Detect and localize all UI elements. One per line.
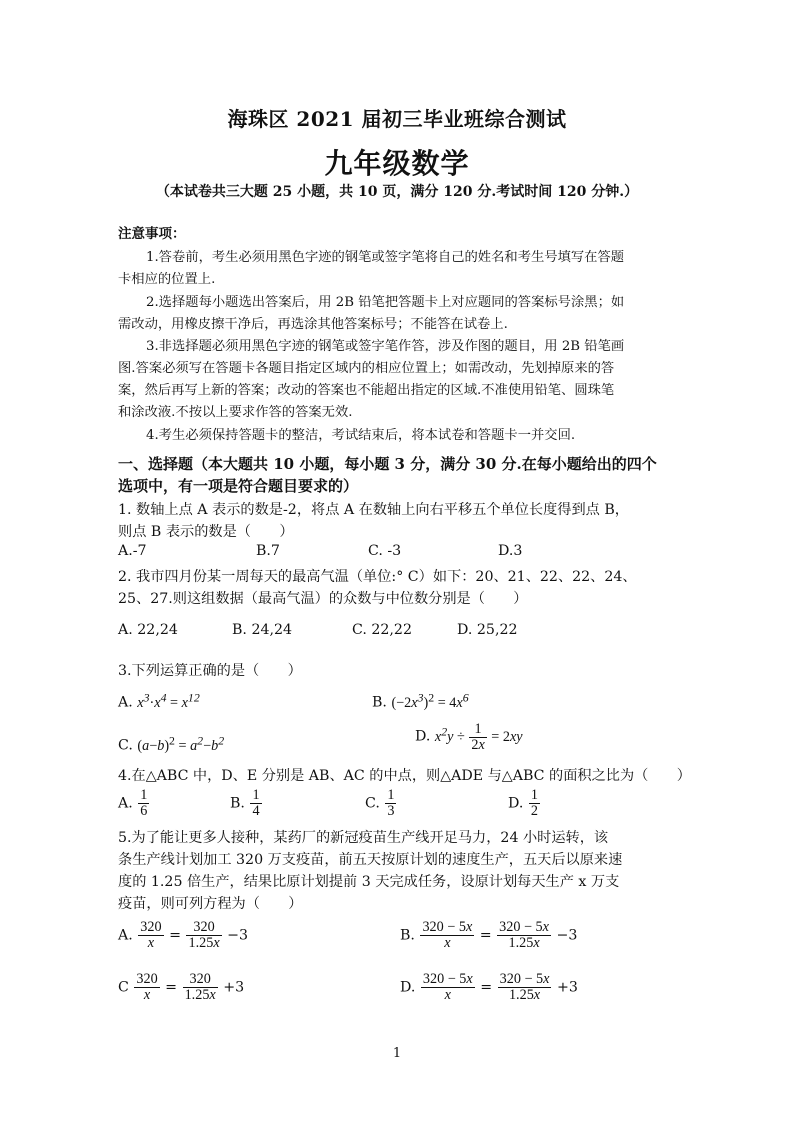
fraction: $\frac{320}{1.25x}$ — [184, 971, 216, 1003]
question-5-stem: 度的 1.25 倍生产，结果比原计划提前 3 天完成任务，设原计划每天生产 x 万支 — [118, 874, 620, 890]
option-label: C. — [118, 737, 133, 754]
fraction: $\frac{320}{1.25x}$ — [188, 919, 220, 951]
question-4-option-c — [365, 788, 397, 819]
fraction: $\frac{320 - 5x}{x}$ — [422, 919, 473, 951]
option-label: A. — [118, 795, 133, 812]
fraction: $\frac{320}{x}$ — [136, 971, 158, 1003]
notice-line: 2.选择题每小题选出答案后，用 2B 铅笔把答题卡上对应题同的答案标号涂黑；如 — [146, 295, 625, 310]
question-1-stem: 1. 数轴上点 A 表示的数是-2，将点 A 在数轴上向右平移五个单位长度得到点 B， — [118, 502, 629, 518]
question-5-option-a: A. $\frac{320}{x}$ = $\frac{320}{1.25x}$ −3 — [118, 919, 249, 951]
notice-line: 案，然后再写上新的答案；改动的答案也不能超出指定的区域.不准使用铅笔、圆珠笔 — [118, 383, 615, 398]
fraction: $\frac{320 - 5x}{x}$ — [422, 971, 473, 1003]
page-number: 1 — [392, 1046, 402, 1061]
fraction: $\frac{320 - 5x}{1.25x}$ — [499, 971, 550, 1003]
option-label: D. — [415, 728, 431, 745]
question-4-stem: 4.在△ABC 中，D、E 分别是 AB、AC 的中点，则△ADE 与△ABC 的面积之比为（ ） — [118, 768, 691, 784]
notice-line: 卡相应的位置上. — [118, 272, 216, 287]
formula: $(a-b)^2 = a^2-b^2$ — [137, 733, 225, 754]
formula: $x^3\cdot x^4 = x^{12}$ — [137, 690, 200, 711]
exam-meta: （本试卷共三大题 25 小题，共 10 页，满分 120 分.考试时间 120 分钟.） — [155, 184, 639, 200]
question-3-option-c — [118, 733, 224, 755]
question-1-option-c: C. -3 — [368, 543, 402, 559]
question-2-option-b: B. 24,24 — [232, 622, 293, 638]
fraction: $\frac{1}{6}$ — [140, 787, 148, 819]
question-2-option-d: D. 25,22 — [457, 622, 518, 638]
question-1-stem: 则点 B 表示的数是（ ） — [118, 524, 294, 540]
question-4-option-d — [508, 788, 541, 819]
option-label: B. — [230, 795, 245, 812]
exam-title: 海珠区 2021 届初三毕业班综合测试 — [227, 107, 567, 131]
fraction: $\frac{1}{2}$ — [530, 787, 538, 819]
question-1-option-d: D.3 — [498, 543, 523, 559]
option-label: B. — [400, 927, 415, 944]
section-heading: 一、选择题（本大题共 10 小题，每小题 3 分，满分 30 分.在每小题给出的四个 — [118, 455, 657, 473]
subject-title: 九年级数学 — [324, 147, 470, 180]
fraction: $\frac{1}{4}$ — [252, 787, 260, 819]
notice-line: 3.非选择题必须用黑色字迹的钢笔或签字笔作答，涉及作图的题目，用 2B 铅笔画 — [146, 339, 625, 354]
question-5-option-c: C $\frac{320}{x}$ = $\frac{320}{1.25x}$ +3 — [118, 971, 245, 1003]
notice-heading: 注意事项： — [118, 226, 186, 242]
question-5-option-d: D. $\frac{320 - 5x}{x}$ = $\frac{320 - 5x}{1.25x}$ +3 — [400, 971, 578, 1003]
fraction: $\frac{1}{3}$ — [387, 787, 395, 819]
question-2-stem: 25、27.则这组数据（最高气温）的众数与中位数分别是（ ） — [118, 591, 528, 607]
formula: $x^2y$ ÷ $\frac{1}{2x}$ = 2xy — [434, 721, 523, 753]
fraction: $\frac{320}{x}$ — [140, 919, 162, 951]
option-label: D. — [508, 795, 524, 812]
question-4-option-a — [118, 788, 150, 819]
section-heading: 选项中，有一项是符合题目要求的） — [118, 477, 359, 495]
notice-line: 需改动，用橡皮擦干净后，再选涂其他答案标号；不能答在试卷上. — [118, 317, 508, 332]
question-1-option-b: B.7 — [256, 543, 280, 559]
question-5-option-b: B. $\frac{320 - 5x}{x}$ = $\frac{320 - 5x}{1.25x}$ −3 — [400, 919, 578, 951]
option-label: A. — [118, 694, 133, 711]
fraction: $\frac{320 - 5x}{1.25x}$ — [499, 919, 549, 951]
question-1-option-a: A.-7 — [118, 543, 147, 559]
question-3-option-d — [415, 722, 523, 753]
notice-line: 图.答案必须写在答题卡各题目指定区域内的相应位置上；如需改动，先划掉原来的答 — [118, 361, 615, 376]
question-2-option-a: A. 22,24 — [118, 622, 178, 638]
question-3-option-a — [118, 690, 200, 712]
question-5-stem: 5.为了能让更多人接种，某药厂的新冠疫苗生产线开足马力，24 小时运转，该 — [118, 830, 609, 846]
question-3-stem: 3.下列运算正确的是（ ） — [118, 663, 302, 679]
question-5-stem: 疫苗，则可列方程为（ ） — [118, 896, 303, 912]
question-2-option-c: C. 22,22 — [352, 622, 412, 638]
option-label: C — [118, 979, 129, 996]
question-3-option-b — [372, 690, 469, 712]
option-label: B. — [372, 694, 387, 711]
question-2-stem: 2. 我市四月份某一周每天的最高气温（单位:° C）如下：20、21、22、22、24、 — [118, 569, 637, 585]
formula: $(-2x^3)^2 = 4x^6$ — [391, 690, 469, 711]
notice-line: 1.答卷前，考生必须用黑色字迹的钢笔或签字笔将自己的姓名和考生号填写在答题 — [146, 250, 625, 265]
option-label: C. — [365, 795, 380, 812]
option-label: A. — [118, 927, 133, 944]
notice-line: 和涂改液.不按以上要求作答的答案无效. — [118, 405, 353, 420]
option-label: D. — [400, 979, 416, 996]
question-4-option-b — [230, 788, 263, 819]
question-5-stem: 条生产线计划加工 320 万支疫苗，前五天按原计划的速度生产，五天后以原来速 — [118, 852, 623, 868]
notice-line: 4.考生必须保持答题卡的整洁，考试结束后，将本试卷和答题卡一并交回. — [146, 428, 576, 443]
fraction: $\frac{1}{2x}$ — [471, 721, 485, 753]
